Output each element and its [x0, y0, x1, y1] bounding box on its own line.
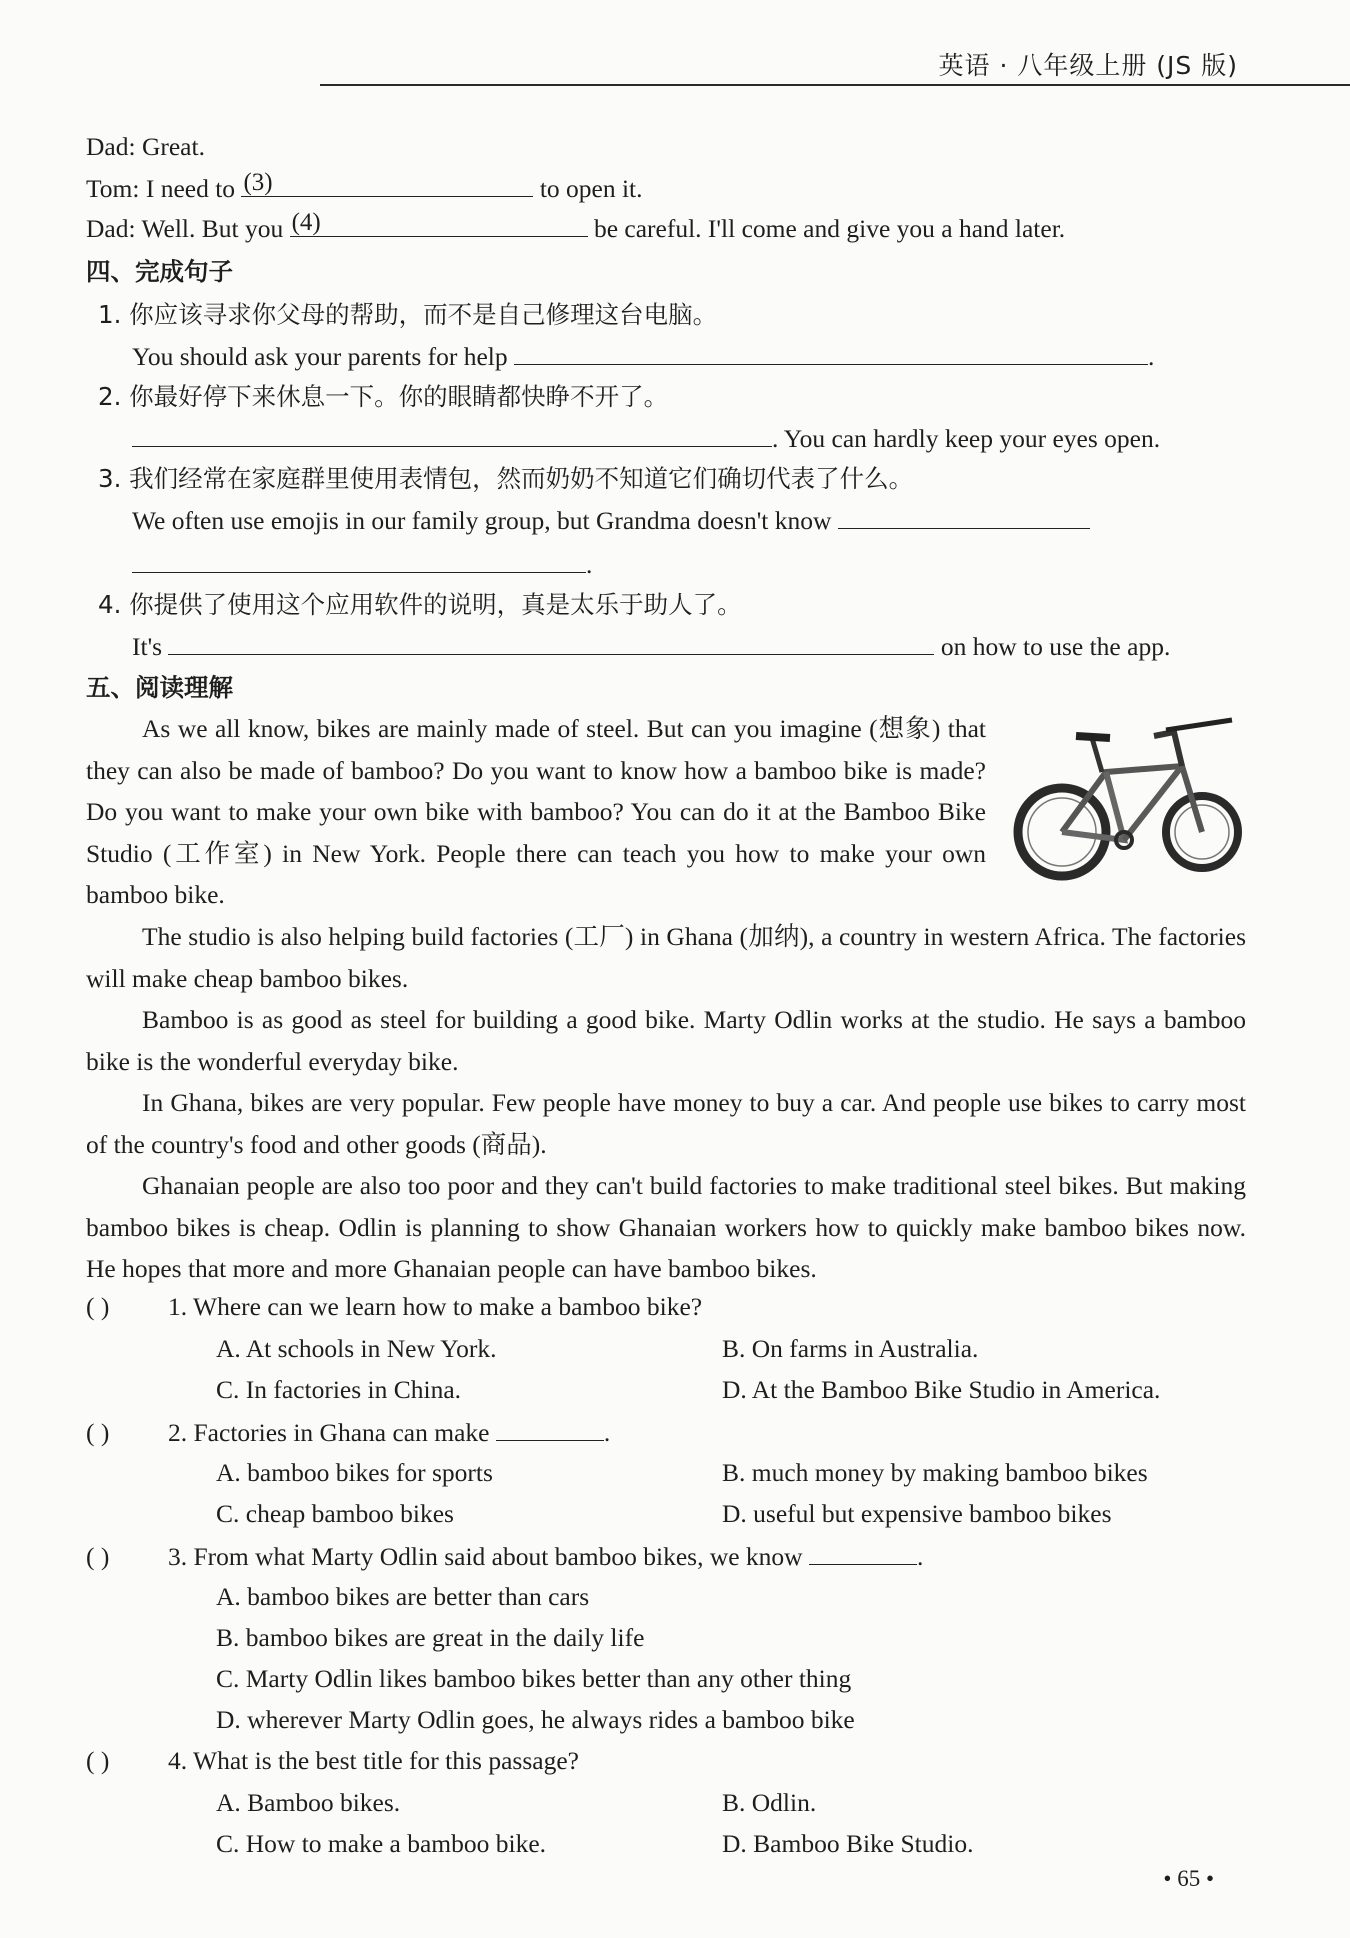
- s4-item-3-en-cont: .: [132, 546, 1292, 582]
- s4-item-2-blank[interactable]: [132, 420, 772, 447]
- q2-option-c: C. cheap bamboo bikes: [216, 1499, 454, 1528]
- q4-option-b: B. Odlin.: [722, 1788, 817, 1817]
- s4-item-3-en: We often use emojis in our family group, but Grandma doesn't know: [132, 502, 1292, 538]
- q4-option-d: D. Bamboo Bike Studio.: [722, 1829, 974, 1858]
- bamboo-bike-image: [1006, 708, 1242, 886]
- q4-option-c: C. How to make a bamboo bike.: [216, 1829, 547, 1858]
- question-1: ( ) 1. Where can we learn how to make a bamboo bike?: [86, 1290, 1246, 1324]
- answer-paren-2[interactable]: ( ): [86, 1418, 110, 1447]
- s4-item-3-zh: 3. 我们经常在家庭群里使用表情包，然而奶奶不知道它们确切代表了什么。: [98, 464, 914, 493]
- q3-option-d: D. wherever Marty Odlin goes, he always rides a bamboo bike: [216, 1705, 855, 1734]
- q1-option-a: A. At schools in New York.: [216, 1334, 497, 1363]
- q1-option-d: D. At the Bamboo Bike Studio in America.: [722, 1375, 1161, 1404]
- blank-4[interactable]: (4): [290, 210, 588, 237]
- q1-option-c: C. In factories in China.: [216, 1375, 462, 1404]
- question-3: ( ) 3. From what Marty Odlin said about bamboo bikes, we know .: [86, 1538, 1246, 1574]
- page-number: • 65 •: [1163, 1866, 1214, 1891]
- q3-blank[interactable]: [809, 1538, 917, 1565]
- q3-option-b: B. bamboo bikes are great in the daily life: [216, 1623, 645, 1652]
- q1-option-b: B. On farms in Australia.: [722, 1334, 979, 1363]
- s4-item-1-en: You should ask your parents for help .: [132, 338, 1292, 374]
- s4-item-3-blank-a[interactable]: [838, 502, 1090, 529]
- section-4-heading: 四、完成句子: [86, 257, 233, 286]
- q2-option-b: B. much money by making bamboo bikes: [722, 1458, 1148, 1487]
- passage-paragraph-4: In Ghana, bikes are very popular. Few people have money to buy a car. And people use bikes to carry most of the country's food and other goods (商品).: [86, 1088, 1246, 1159]
- passage-paragraph-2: The studio is also helping build factories (工厂) in Ghana (加纳), a country in western Africa. The factories will make cheap bamboo bikes.: [86, 922, 1246, 993]
- q2-option-a: A. bamboo bikes for sports: [216, 1458, 493, 1487]
- s4-item-1-blank[interactable]: [514, 338, 1148, 365]
- q4-option-a: A. Bamboo bikes.: [216, 1788, 401, 1817]
- answer-paren-3[interactable]: ( ): [86, 1542, 110, 1571]
- header-title: 英语 · 八年级上册 (JS 版): [938, 51, 1238, 80]
- dialogue-line-2: Tom: I need to (3) to open it.: [86, 169, 643, 203]
- s4-item-2-en: . You can hardly keep your eyes open.: [132, 420, 1292, 456]
- dialogue-line-1: Dad: Great.: [86, 132, 205, 161]
- q3-option-c: C. Marty Odlin likes bamboo bikes better than any other thing: [216, 1664, 852, 1693]
- q2-blank[interactable]: [496, 1414, 604, 1441]
- dialogue-line-3: Dad: Well. But you (4) be careful. I'll come and give you a hand later.: [86, 209, 1066, 243]
- passage-paragraph-3: Bamboo is as good as steel for building a good bike. Marty Odlin works at the studio. He says a bamboo bike is the wonderful everyday bike.: [86, 1005, 1246, 1076]
- section-5-heading: 五、阅读理解: [86, 673, 233, 702]
- passage-paragraph-1: As we all know, bikes are mainly made of steel. But can you imagine (想象) that they can also be made of bamboo? Do you want to know how a bamboo bike is made? Do you want to make your own bike with bamboo? You can do it at the Bamboo Bike Studio (工作室) in New York. People there can teach you how to make your own bamboo bike.: [86, 714, 986, 909]
- blank-3[interactable]: (3): [241, 170, 533, 197]
- s4-item-4-blank[interactable]: [168, 628, 934, 655]
- question-2: ( ) 2. Factories in Ghana can make .: [86, 1414, 1246, 1450]
- q2-option-d: D. useful but expensive bamboo bikes: [722, 1499, 1112, 1528]
- s4-item-4-zh: 4. 你提供了使用这个应用软件的说明，真是太乐于助人了。: [98, 590, 742, 619]
- s4-item-2-zh: 2. 你最好停下来休息一下。你的眼睛都快睁不开了。: [98, 382, 669, 411]
- question-4: ( ) 4. What is the best title for this passage?: [86, 1744, 1246, 1778]
- q3-option-a: A. bamboo bikes are better than cars: [216, 1582, 590, 1611]
- s4-item-3-blank-b[interactable]: [132, 546, 586, 573]
- s4-item-4-en: It's on how to use the app.: [132, 628, 1292, 664]
- s4-item-1-zh: 1. 你应该寻求你父母的帮助，而不是自己修理这台电脑。: [98, 300, 718, 329]
- answer-paren-1[interactable]: ( ): [86, 1292, 110, 1321]
- answer-paren-4[interactable]: ( ): [86, 1746, 110, 1775]
- header-rule: [320, 84, 1350, 86]
- passage-paragraph-5: Ghanaian people are also too poor and they can't build factories to make traditional steel bikes. But making bamboo bikes is cheap. Odlin is planning to show Ghanaian workers how to quickly make bamboo bikes now. He hopes that more and more Ghanaian people can have bamboo bikes.: [86, 1171, 1246, 1283]
